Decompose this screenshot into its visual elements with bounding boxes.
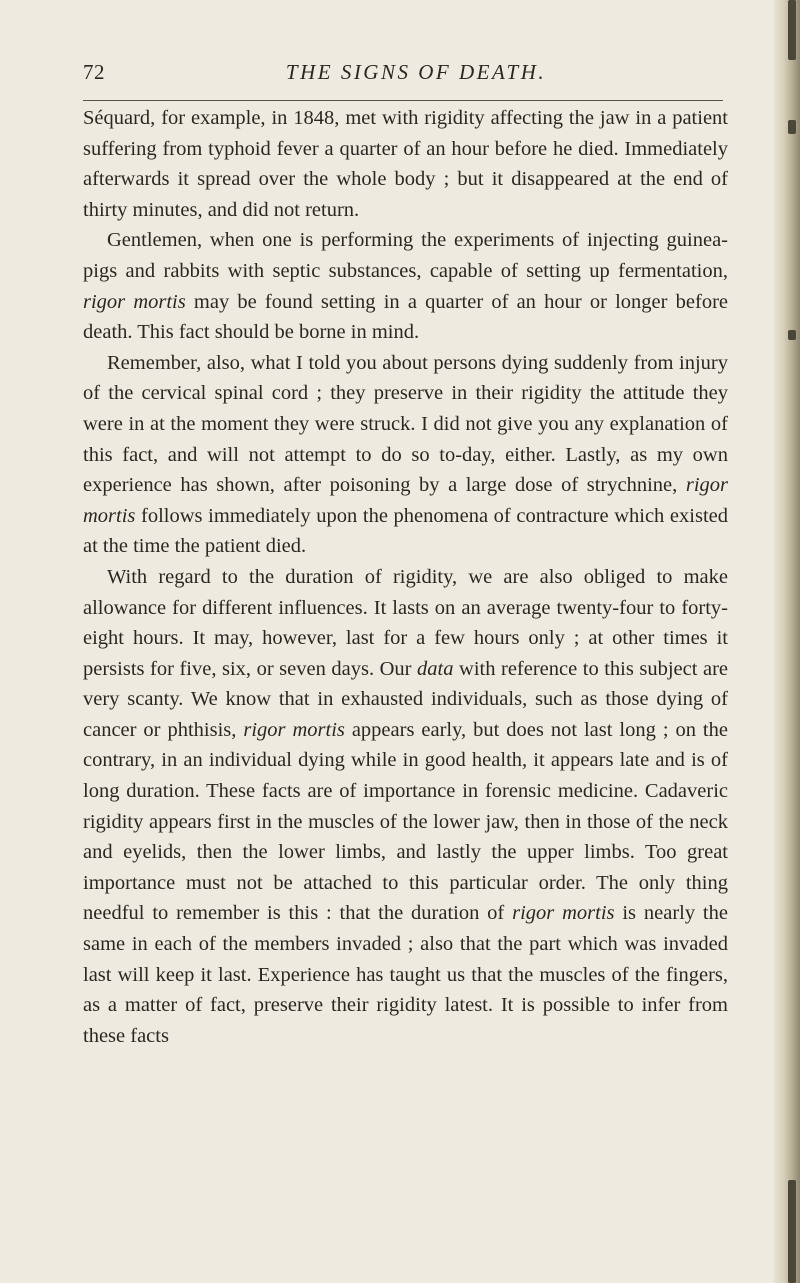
page-header [83,60,723,94]
page-number: 72 [83,60,105,84]
body-text [83,103,728,1051]
text-run: follows immediately upon the phenomena of contracture which existed at the time the patient died. [83,504,728,558]
italic-phrase: rigor mortis [512,902,615,925]
page-edge-mark [788,330,796,340]
running-title: THE SIGNS OF DEATH. [285,60,547,84]
header-rule [83,100,723,101]
text-run: With regard to the duration of rigidity, we are also obliged to make allowance for different influences. It lasts on an average twenty-four to forty-eight hours. It may, however, last for a few hours only ; at other times it persists for five, six, or seven days. Our [83,565,728,680]
text-run: is nearly the same in each of the members invaded ; also that the part which was invaded last will keep it last. Experience has taught us that the muscles of the fingers, as a matter of fact, preserve their rigidity latest. It is possible to infer from these facts [83,902,728,1047]
paragraph [83,348,728,562]
text-run: appears early, but does not last long ; on the contrary, in an individual dying while in good health, it appears late and is of long duration. These facts are of importance in forensic medicine. Cadaveric rigidity appears first in the muscles of the lower jaw, then in those of the neck and eyelids, then the lower limbs, and lastly the upper limbs. Too great importance must not be attached to this particular order. The only thing needful to remember is this : that the duration of [83,718,728,925]
paragraph [83,562,728,1052]
italic-phrase: data [417,657,454,680]
page-edge-mark [788,120,796,134]
italic-phrase: rigor mortis [83,290,186,313]
page-edge-mark [788,1180,796,1283]
text-run: Remember, also, what I told you about persons dying suddenly from injury of the cervical spinal cord ; they preserve in their rigidity the attitude they were in at the moment they were struck. I did not give you any explanation of this fact, and will not attempt to do so to-day, either. Lastly, as my own experience has shown, after poisoning by a large dose of strychnine, [83,351,728,497]
page-edge-mark [788,0,796,60]
text-run: Gentlemen, when one is performing the experiments of injecting guinea-pigs and rabbits with septic substances, capable of setting up fermentation, [83,229,728,282]
text-run: Séquard, for example, in 1848, met with rigidity affecting the jaw in a patient suffering from typhoid fever a quarter of an hour before he died. Immediately afterwards it spread over the whole body ; but it disappeared at the end of thirty minutes, and did not return. [83,107,728,221]
italic-phrase: rigor mortis [83,474,728,527]
page-edge-shadow [774,0,800,1283]
text-run: may be found setting in a quarter of an hour or longer before death. This fact should be borne in mind. [83,290,728,344]
italic-phrase: rigor mortis [243,718,345,741]
paragraph [83,225,728,347]
paragraph [83,103,728,225]
text-run: with reference to this subject are very scanty. We know that in exhausted individuals, such as those dying of cancer or phthisis, [83,657,728,741]
